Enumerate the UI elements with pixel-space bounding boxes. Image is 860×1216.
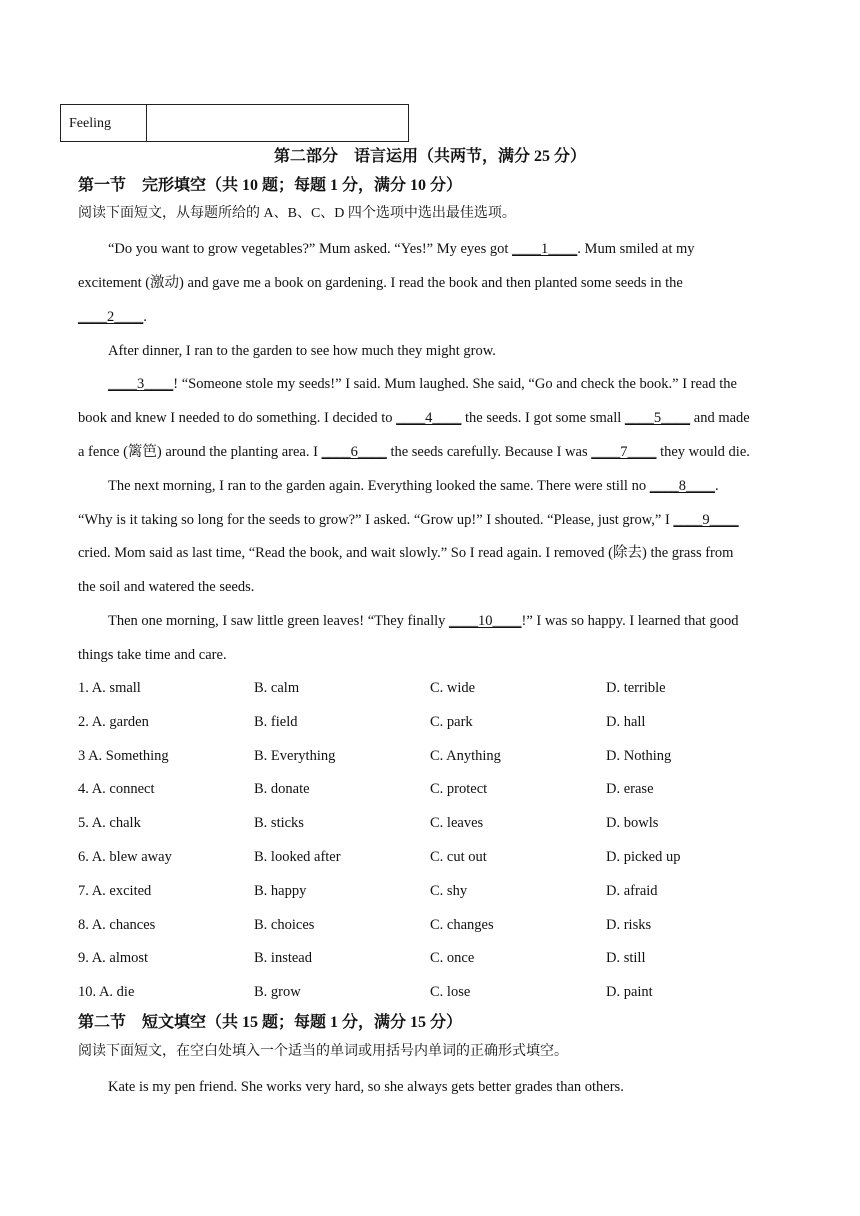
option-row xyxy=(78,746,782,766)
option-choice[interactable]: B. field xyxy=(254,713,298,730)
option-row xyxy=(78,881,782,901)
blank-3[interactable]: ____3____ xyxy=(108,376,174,392)
section1-instruction: 阅读下面短文，从每题所给的 A、B、C、D 四个选项中选出最佳选项。 xyxy=(78,206,516,221)
passage-line: “Do you want to grow vegetables?” Mum asked. “Yes!” My eyes got ____1____. Mum smiled at my xyxy=(108,241,695,257)
option-choice[interactable]: C. shy xyxy=(430,882,468,899)
option-choice[interactable]: 5. A. chalk xyxy=(78,815,141,832)
passage-line: book and knew I needed to do something. I decided to ____4____ the seeds. I got some small ____5____ and made xyxy=(78,410,750,426)
blank-7[interactable]: ____7____ xyxy=(591,444,657,460)
passage-line: excitement (激动) and gave me a book on gardening. I read the book and then planted some seeds in the xyxy=(78,275,683,291)
option-row xyxy=(78,712,782,732)
option-choice[interactable]: D. risks xyxy=(606,916,652,933)
passage-line: ____3____! “Someone stole my seeds!” I said. Mum laughed. She said, “Go and check the book.” I read the xyxy=(108,376,737,392)
option-choice[interactable]: 10. A. die xyxy=(78,984,135,1001)
option-choice[interactable]: B. grow xyxy=(254,984,301,1001)
option-choice[interactable]: 2. A. garden xyxy=(78,713,149,730)
feeling-table xyxy=(60,104,409,142)
option-choice[interactable]: D. still xyxy=(606,950,646,967)
part-title: 第二部分 语言运用（共两节，满分 25 分） xyxy=(273,148,586,165)
option-choice[interactable]: 1. A. small xyxy=(78,680,141,696)
option-choice[interactable]: B. donate xyxy=(254,781,310,798)
section2-first-line: Kate is my pen friend. She works very hard, so she always gets better grades than others. xyxy=(108,1079,624,1095)
blank-8[interactable]: ____8____ xyxy=(649,478,715,494)
option-choice[interactable]: B. looked after xyxy=(254,849,341,865)
option-choice[interactable]: B. calm xyxy=(254,680,300,696)
blank-6[interactable]: ____6____ xyxy=(321,444,387,460)
option-choice[interactable]: C. lose xyxy=(430,984,471,1001)
option-choice[interactable]: 7. A. excited xyxy=(78,882,152,899)
section1-title: 第一节 完形填空（共 10 题；每题 1 分，满分 10 分） xyxy=(78,177,463,194)
option-choice[interactable]: D. Nothing xyxy=(606,747,672,764)
option-row xyxy=(78,779,782,799)
passage-line: “Why is it taking so long for the seeds to grow?” I asked. “Grow up!” I shouted. “Please, just grow,” I ____9____ xyxy=(78,512,739,528)
blank-9[interactable]: ____9____ xyxy=(673,512,739,528)
blank-1[interactable]: ____1____ xyxy=(512,241,578,257)
passage-line: ____2____. xyxy=(78,309,147,325)
feeling-answer-cell[interactable] xyxy=(147,105,408,141)
option-choice[interactable]: 8. A. chances xyxy=(78,916,156,933)
option-choice[interactable]: C. protect xyxy=(430,781,488,798)
option-choice[interactable]: C. park xyxy=(430,713,473,730)
option-row xyxy=(78,948,782,968)
option-choice[interactable]: B. instead xyxy=(254,950,312,967)
option-choice[interactable]: D. hall xyxy=(606,713,646,730)
option-choice[interactable]: 6. A. blew away xyxy=(78,849,172,865)
option-choice[interactable]: D. terrible xyxy=(606,680,666,696)
option-choice[interactable]: B. happy xyxy=(254,882,307,899)
option-choice[interactable]: C. leaves xyxy=(430,815,484,832)
option-choice[interactable]: C. changes xyxy=(430,916,494,933)
blank-2[interactable]: ____2____ xyxy=(78,309,144,325)
option-choice[interactable]: B. choices xyxy=(254,916,315,933)
option-choice[interactable]: D. paint xyxy=(606,984,653,1001)
passage-line: a fence (篱笆) around the planting area. I ____6____ the seeds carefully. Because I was ____7____ they would die. xyxy=(78,444,750,460)
passage-line: cried. Mom said as last time, “Read the book, and wait slowly.” So I read again. I removed (除去) the grass from xyxy=(78,545,734,561)
option-choice[interactable]: D. bowls xyxy=(606,815,659,832)
option-choice[interactable]: 4. A. connect xyxy=(78,781,155,798)
option-choice[interactable]: D. afraid xyxy=(606,882,658,899)
blank-4[interactable]: ____4____ xyxy=(396,410,462,426)
passage-line: the soil and watered the seeds. xyxy=(78,579,255,595)
feeling-label: Feeling xyxy=(61,105,147,141)
passage-line: The next morning, I ran to the garden again. Everything looked the same. There were still no ____8____. xyxy=(108,478,719,494)
option-row xyxy=(78,982,782,1002)
option-choice[interactable]: B. sticks xyxy=(254,815,304,832)
passage-line: things take time and care. xyxy=(78,647,227,663)
option-row xyxy=(78,847,782,867)
option-choice[interactable]: C. wide xyxy=(430,680,476,696)
option-row xyxy=(78,915,782,935)
passage-line: After dinner, I ran to the garden to see how much they might grow. xyxy=(108,343,496,359)
section2-instruction: 阅读下面短文，在空白处填入一个适当的单词或用括号内单词的正确形式填空。 xyxy=(78,1044,568,1059)
option-choice[interactable]: B. Everything xyxy=(254,747,336,764)
blank-5[interactable]: ____5____ xyxy=(624,410,691,426)
option-choice[interactable]: D. picked up xyxy=(606,849,681,865)
option-choice[interactable]: D. erase xyxy=(606,781,654,798)
option-choice[interactable]: 3 A. Something xyxy=(78,747,169,764)
option-choice[interactable]: C. cut out xyxy=(430,849,487,865)
passage-line: Then one morning, I saw little green leaves! “They finally ____10____!” I was so happy. I learned that good xyxy=(108,613,739,629)
option-choice[interactable]: C. once xyxy=(430,950,475,967)
option-row xyxy=(78,813,782,833)
section2-title: 第二节 短文填空（共 15 题；每题 1 分，满分 15 分） xyxy=(78,1014,463,1031)
option-choice[interactable]: C. Anything xyxy=(430,747,501,764)
option-row xyxy=(78,678,782,698)
blank-10[interactable]: ____10____ xyxy=(449,613,522,629)
option-choice[interactable]: 9. A. almost xyxy=(78,950,149,967)
